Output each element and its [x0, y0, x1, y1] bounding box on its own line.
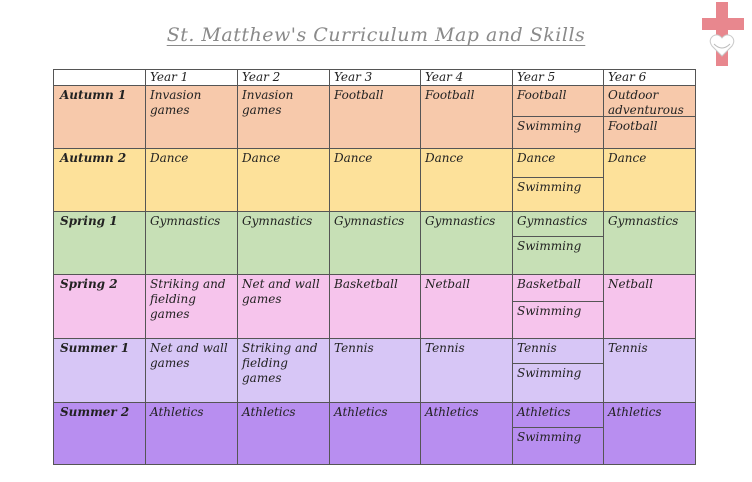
activity-label: Invasion games [150, 88, 202, 117]
table-row [54, 149, 696, 212]
activity-cell [146, 403, 238, 465]
activity-label: Striking and fielding games [242, 341, 318, 385]
activity-cell [604, 339, 696, 403]
activity-label: Gymnastics [334, 214, 405, 228]
split-cell [513, 149, 604, 212]
activity-label: Gymnastics [425, 214, 496, 228]
activity-cell [421, 275, 513, 339]
activity-label: Net and wall games [242, 277, 320, 306]
activity-cell [421, 86, 513, 149]
activity-cell [604, 149, 696, 212]
activity-cell [238, 275, 330, 339]
header-year-4: Year 4 [421, 70, 513, 86]
term-label: Spring 2 [54, 275, 146, 339]
activity-label: Dance [608, 151, 647, 165]
activity-cell [604, 212, 696, 275]
term-label: Spring 1 [54, 212, 146, 275]
activity-cell [421, 339, 513, 403]
header-year-2: Year 2 [238, 70, 330, 86]
activity-label: Athletics [334, 405, 388, 419]
header-year-6: Year 6 [604, 70, 696, 86]
activity-cell [604, 403, 696, 465]
activity-label: Football [517, 88, 567, 102]
activity-label: Outdoor adventurous [608, 88, 684, 117]
activity-label: Football [425, 88, 475, 102]
activity-label: Striking and fielding games [150, 277, 226, 321]
term-label: Summer 1 [54, 339, 146, 403]
activity-cell [238, 149, 330, 212]
header-year-5: Year 5 [513, 70, 604, 86]
activity-cell [330, 212, 421, 275]
activity-label: Tennis [334, 341, 374, 355]
activity-cell [330, 403, 421, 465]
activity-cell [238, 86, 330, 149]
activity-cell [146, 275, 238, 339]
split-cell [604, 86, 696, 149]
table-row [54, 275, 696, 339]
activity-extra-label: Swimming [513, 301, 603, 321]
activity-extra-label: Swimming [513, 427, 603, 447]
activity-extra-label: Football [604, 116, 695, 136]
activity-cell [421, 212, 513, 275]
activity-label: Tennis [608, 341, 648, 355]
split-cell [513, 403, 604, 465]
term-label: Autumn 2 [54, 149, 146, 212]
activity-label: Gymnastics [150, 214, 221, 228]
header-year-3: Year 3 [330, 70, 421, 86]
activity-label: Basketball [517, 277, 581, 291]
activity-cell [146, 212, 238, 275]
activity-label: Gymnastics [517, 214, 588, 228]
activity-cell [421, 149, 513, 212]
activity-label: Netball [425, 277, 470, 291]
activity-cell [146, 149, 238, 212]
activity-label: Athletics [242, 405, 296, 419]
header-row [54, 70, 696, 86]
activity-label: Dance [334, 151, 373, 165]
activity-cell [604, 275, 696, 339]
activity-label: Gymnastics [242, 214, 313, 228]
activity-label: Netball [608, 277, 653, 291]
activity-label: Net and wall games [150, 341, 228, 370]
activity-label: Dance [517, 151, 556, 165]
activity-label: Football [334, 88, 384, 102]
term-label: Summer 2 [54, 403, 146, 465]
activity-label: Tennis [425, 341, 465, 355]
activity-extra-label: Swimming [513, 177, 603, 197]
activity-label: Invasion games [242, 88, 294, 117]
activity-label: Dance [425, 151, 464, 165]
activity-label: Athletics [150, 405, 204, 419]
split-cell [513, 212, 604, 275]
curriculum-table [53, 69, 696, 465]
term-label: Autumn 1 [54, 86, 146, 149]
activity-label: Dance [242, 151, 281, 165]
table-row [54, 212, 696, 275]
activity-cell [330, 275, 421, 339]
activity-label: Athletics [517, 405, 571, 419]
activity-extra-label: Swimming [513, 116, 603, 136]
activity-cell [238, 403, 330, 465]
activity-cell [330, 149, 421, 212]
page-title: St. Matthew's Curriculum Map and Skills [166, 24, 586, 46]
activity-cell [146, 86, 238, 149]
header-cell-empty [54, 70, 146, 86]
activity-label: Tennis [517, 341, 557, 355]
activity-cell [330, 86, 421, 149]
activity-extra-label: Swimming [513, 363, 603, 383]
activity-cell [238, 212, 330, 275]
activity-label: Gymnastics [608, 214, 679, 228]
table-row [54, 86, 696, 149]
activity-extra-label: Swimming [513, 236, 603, 256]
header-year-1: Year 1 [146, 70, 238, 86]
activity-label: Athletics [608, 405, 662, 419]
activity-label: Athletics [425, 405, 479, 419]
cross-heart-hands-icon [700, 0, 752, 68]
activity-label: Basketball [334, 277, 398, 291]
table-row [54, 403, 696, 465]
activity-cell [421, 403, 513, 465]
split-cell [513, 86, 604, 149]
activity-cell [330, 339, 421, 403]
activity-label: Dance [150, 151, 189, 165]
activity-cell [238, 339, 330, 403]
activity-cell [146, 339, 238, 403]
split-cell [513, 275, 604, 339]
split-cell [513, 339, 604, 403]
table-row [54, 339, 696, 403]
